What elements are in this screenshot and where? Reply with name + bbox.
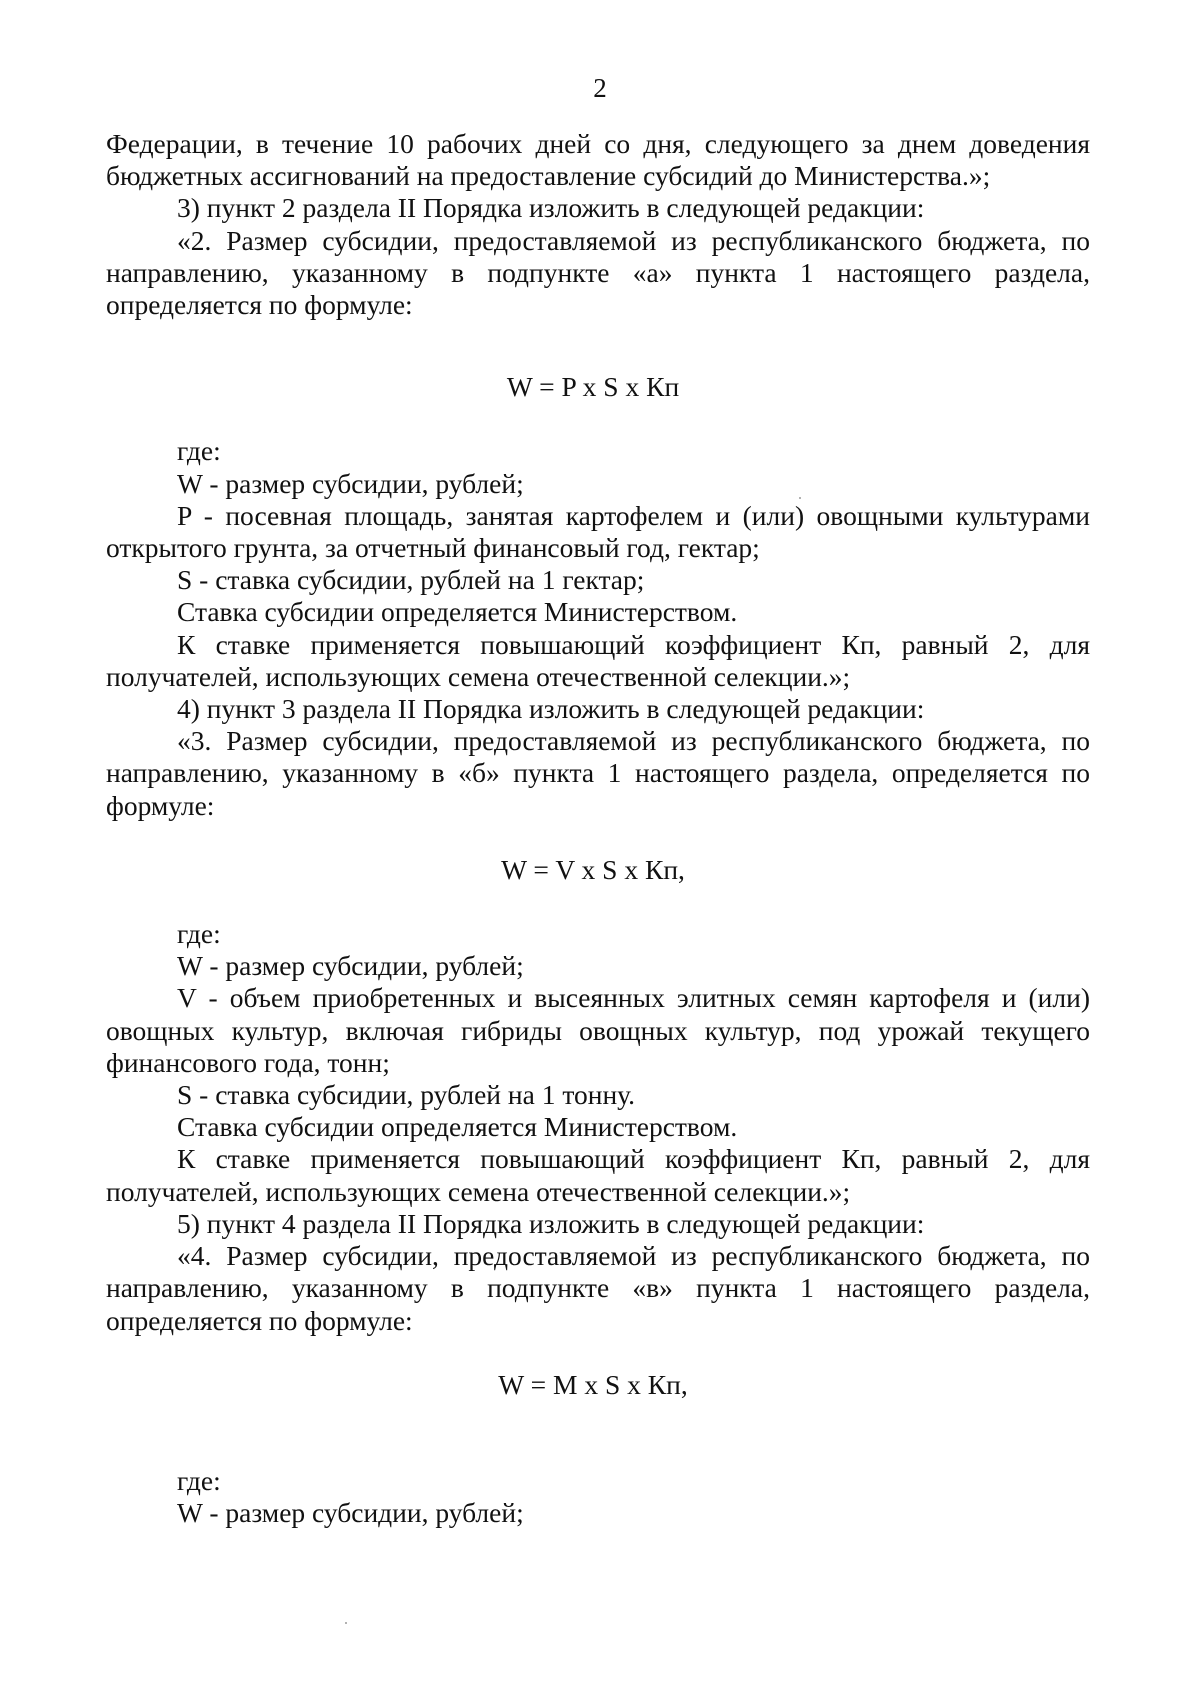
where-label-2: где:	[177, 918, 221, 950]
formula-3: W = M x S x Кп,	[498, 1368, 688, 1400]
definition-w-1: W - размер субсидии, рублей;	[177, 467, 524, 499]
clause-2-text: «2. Размер субсидии, предоставляемой из республиканского бюджета, по направлению, указанному в подпункте «а» пункта 1 настоящего раздела, определяется по формуле:	[106, 224, 1090, 321]
rate-note-1: Ставка субсидии определяется Министерством.	[177, 596, 738, 628]
definition-s-2: S - ставка субсидии, рублей на 1 тонну.	[177, 1079, 636, 1111]
page-number: 2	[593, 73, 607, 103]
scan-speck	[799, 497, 801, 499]
rate-note-2: Ставка субсидии определяется Министерством.	[177, 1111, 738, 1143]
amendment-item-4: 4) пункт 3 раздела II Порядка изложить в следующей редакции:	[177, 693, 925, 725]
coefficient-note-1: К ставке применяется повышающий коэффициент Кп, равный 2, для получателей, использующих семена отечественной селекции.»;	[106, 628, 1090, 692]
definition-s-1: S - ставка субсидии, рублей на 1 гектар;	[177, 564, 645, 596]
formula-1: W = P x S x Кп	[506, 371, 680, 403]
amendment-item-5: 5) пункт 4 раздела II Порядка изложить в следующей редакции:	[177, 1207, 925, 1239]
scan-speck	[345, 1622, 347, 1624]
coefficient-note-2: К ставке применяется повышающий коэффициент Кп, равный 2, для получателей, использующих семена отечественной селекции.»;	[106, 1143, 1090, 1207]
formula-2: W = V x S x Кп,	[501, 853, 685, 885]
definition-v: V - объем приобретенных и высеянных элитных семян картофеля и (или) овощных культур, включая гибриды овощных культур, под урожай текущего финансового года, тонн;	[106, 982, 1090, 1078]
definition-w-3: W - размер субсидии, рублей;	[177, 1497, 524, 1529]
document-body	[106, 128, 1090, 1529]
where-label-3: где:	[177, 1464, 221, 1496]
paragraph-continuation: Федерации, в течение 10 рабочих дней со дня, следующего за днем доведения бюджетных ассигнований на предоставление субсидий до Министерства.»;	[106, 128, 1090, 192]
amendment-item-3: 3) пункт 2 раздела II Порядка изложить в следующей редакции:	[177, 192, 925, 224]
where-label-1: где:	[177, 435, 221, 467]
definition-w-2: W - размер субсидии, рублей;	[177, 950, 524, 982]
definition-p: P - посевная площадь, занятая картофелем и (или) овощными культурами открытого грунта, за отчетный финансовый год, гектар;	[106, 499, 1090, 564]
clause-4-text: «4. Размер субсидии, предоставляемой из республиканского бюджета, по направлению, указанному в подпункте «в» пункта 1 настоящего раздела, определяется по формуле:	[106, 1240, 1090, 1336]
clause-3-text: «3. Размер субсидии, предоставляемой из республиканского бюджета, по направлению, указанному в «б» пункта 1 настоящего раздела, определяется по формуле:	[106, 725, 1090, 821]
